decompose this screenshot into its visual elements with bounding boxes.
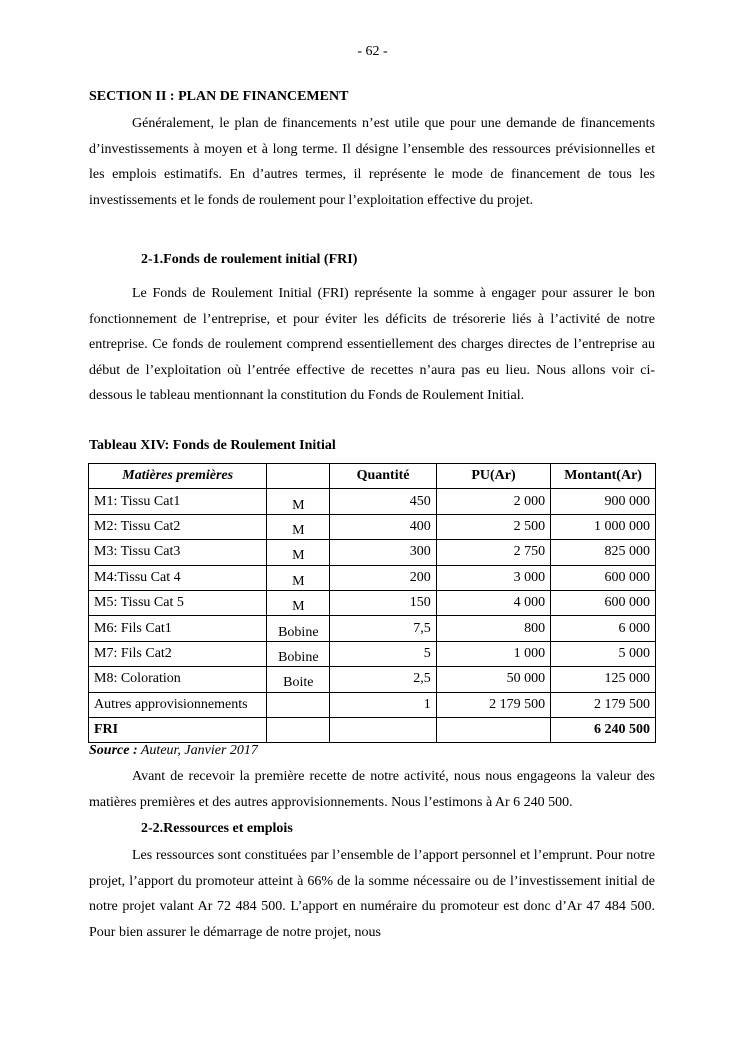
row-material: M8: Coloration: [89, 667, 267, 692]
table-row: [89, 667, 656, 692]
row-material: M5: Tissu Cat 5: [89, 590, 267, 615]
subsection-resources-title: 2-2.Ressources et emplois: [141, 821, 293, 836]
row-quantity: 450: [330, 489, 437, 514]
row-amount: 600 000: [551, 590, 656, 615]
row-unit: [267, 590, 330, 615]
table-total-row: [89, 717, 656, 742]
table-source: [89, 743, 258, 759]
row-amount: 600 000: [551, 565, 656, 590]
row-amount: 825 000: [551, 540, 656, 565]
row-quantity: 150: [330, 590, 437, 615]
table-row: [89, 692, 656, 717]
source-text: Auteur, Janvier 2017: [140, 743, 258, 758]
section-title: SECTION II : PLAN DE FINANCEMENT: [89, 89, 349, 104]
page-number: - 62 -: [357, 44, 388, 59]
row-material: M6: Fils Cat1: [89, 616, 267, 641]
row-unit: [267, 641, 330, 666]
unit-text: M: [292, 599, 305, 615]
table-row: [89, 489, 656, 514]
unit-text: M: [292, 497, 305, 513]
unit-text: M: [292, 573, 305, 589]
row-material: M2: Tissu Cat2: [89, 514, 267, 539]
fri-paragraph: Le Fonds de Roulement Initial (FRI) représente la somme à engager pour assurer le bon fonctionnement de l’entreprise, et pour éviter les déficits de trésorerie liés à l’activité de notre entreprise. Ce fonds de roulement comprend essentiellement des charges directes de l’entreprise au début de l’exploitation où l’entrée effective de recettes n’aura pas eu lieu. Nous allons voir ci-dessous le tableau mentionnant la constitution du Fonds de Roulement Initial.: [89, 286, 655, 403]
row-unit: [267, 667, 330, 692]
row-unit-price: 4 000: [436, 590, 550, 615]
row-amount: 5 000: [551, 641, 656, 666]
row-quantity: 1: [330, 692, 437, 717]
row-unit: [267, 565, 330, 590]
row-material: M7: Fils Cat2: [89, 641, 267, 666]
table-row: [89, 590, 656, 615]
total-empty-1: [267, 717, 330, 742]
row-unit-price: 3 000: [436, 565, 550, 590]
row-quantity: 5: [330, 641, 437, 666]
unit-text: Boite: [283, 675, 314, 691]
intro-paragraph: Généralement, le plan de financements n’est utile que pour une demande de financements d’investissements à moyen et à long terme. Il désigne l’ensemble des ressources prévisionnelles et les emplois estimatifs. En d’autres termes, il représente le mode de financement de tous les investissements et le fonds de roulement pour l’exploitation effective du projet.: [89, 116, 655, 208]
source-label: Source :: [89, 743, 138, 758]
row-unit-price: 50 000: [436, 667, 550, 692]
header-pu: PU(Ar): [436, 464, 550, 489]
table-row: [89, 514, 656, 539]
row-unit-price: 2 750: [436, 540, 550, 565]
unit-text: M: [292, 548, 305, 564]
row-unit: [267, 489, 330, 514]
row-unit-price: 2 000: [436, 489, 550, 514]
row-unit: [267, 616, 330, 641]
row-amount: 2 179 500: [551, 692, 656, 717]
row-unit-price: 800: [436, 616, 550, 641]
header-unit: [267, 464, 330, 489]
after-table-paragraph: Avant de recevoir la première recette de notre activité, nous nous engageons la valeur des matières premières et des autres approvisionnements. Nous l’estimons à Ar 6 240 500.: [89, 769, 655, 810]
row-unit: [267, 692, 330, 717]
table-caption: Tableau XIV: Fonds de Roulement Initial: [89, 438, 336, 453]
row-quantity: 7,5: [330, 616, 437, 641]
total-amount: 6 240 500: [551, 717, 656, 742]
unit-text: M: [292, 522, 305, 538]
row-amount: 125 000: [551, 667, 656, 692]
fri-table: [88, 463, 656, 743]
row-material: Autres approvisionnements: [89, 692, 267, 717]
row-amount: 1 000 000: [551, 514, 656, 539]
row-material: M3: Tissu Cat3: [89, 540, 267, 565]
total-label: FRI: [89, 717, 267, 742]
total-empty-3: [436, 717, 550, 742]
row-quantity: 400: [330, 514, 437, 539]
table-row: [89, 540, 656, 565]
header-matieres: Matières premières: [89, 464, 267, 489]
row-quantity: 2,5: [330, 667, 437, 692]
row-quantity: 200: [330, 565, 437, 590]
row-amount: 900 000: [551, 489, 656, 514]
row-quantity: 300: [330, 540, 437, 565]
row-unit: [267, 514, 330, 539]
unit-text: Bobine: [278, 624, 319, 640]
row-material: M4:Tissu Cat 4: [89, 565, 267, 590]
subsection-fri-title: 2-1.Fonds de roulement initial (FRI): [141, 252, 358, 267]
header-quantite: Quantité: [330, 464, 437, 489]
table-row: [89, 616, 656, 641]
row-unit: [267, 540, 330, 565]
row-material: M1: Tissu Cat1: [89, 489, 267, 514]
row-unit-price: 2 500: [436, 514, 550, 539]
resources-paragraph: Les ressources sont constituées par l’ensemble de l’apport personnel et l’emprunt. Pour notre projet, l’apport du promoteur atteint à 66% de la somme nécessaire ou de l’investissement initial de notre projet valant Ar 72 484 500. L’apport en numéraire du promoteur est donc d’Ar 47 484 500. Pour bien assurer le démarrage de notre projet, nous: [89, 848, 655, 940]
total-empty-2: [330, 717, 437, 742]
table-header-row: [89, 464, 656, 489]
row-unit-price: 2 179 500: [436, 692, 550, 717]
header-montant: Montant(Ar): [551, 464, 656, 489]
table-row: [89, 565, 656, 590]
row-amount: 6 000: [551, 616, 656, 641]
table-row: [89, 641, 656, 666]
unit-text: Bobine: [278, 649, 319, 665]
row-unit-price: 1 000: [436, 641, 550, 666]
